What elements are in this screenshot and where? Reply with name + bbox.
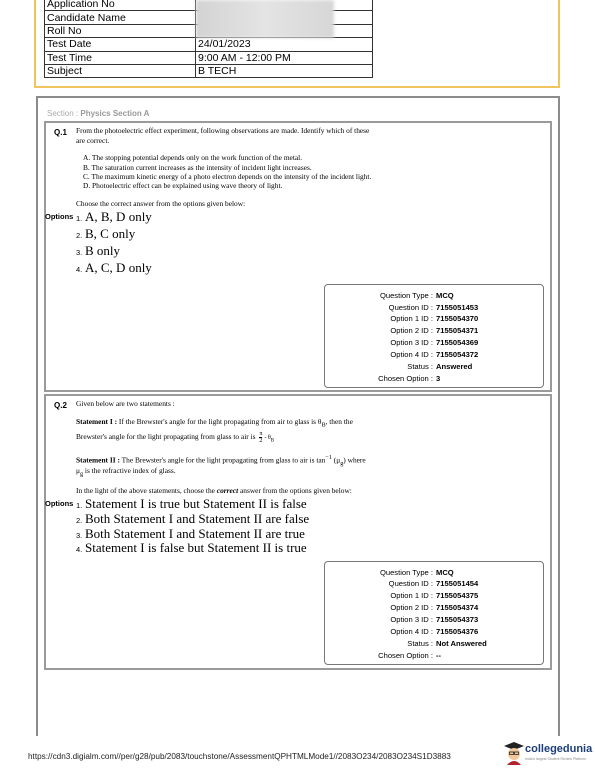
meta-key: Status : xyxy=(407,362,433,371)
option-1 xyxy=(76,496,307,512)
question-number: Q.2 xyxy=(54,401,67,410)
superscript: −1 xyxy=(325,455,332,461)
meta-status xyxy=(325,362,472,371)
option-text: B, C only xyxy=(85,226,136,241)
meta-value: MCQ xyxy=(436,291,454,300)
meta-key: Option 2 ID : xyxy=(390,326,433,335)
subscript: g xyxy=(340,460,344,467)
meta-value: 3 xyxy=(436,374,441,383)
section-prefix: Section : xyxy=(47,109,79,118)
meta-key: Option 1 ID : xyxy=(390,314,433,323)
meta-key: Status : xyxy=(407,639,433,648)
meta-option-2-id xyxy=(325,326,478,335)
choose-instruction: Choose the correct answer from the options given below: xyxy=(76,199,246,208)
statement-text: ) where xyxy=(343,455,366,465)
meta-key: Option 3 ID : xyxy=(390,615,433,624)
statement-a: A. The stopping potential depends only on the work function of the metal. xyxy=(83,153,303,162)
meta-key: Option 1 ID : xyxy=(390,591,433,600)
question-meta-panel xyxy=(324,561,544,665)
instruction-text: In the light of the above statements, choose the xyxy=(76,486,217,495)
fraction-numerator: π xyxy=(259,431,263,437)
statement-text: (μ xyxy=(333,455,341,465)
meta-question-type xyxy=(325,568,454,577)
option-4 xyxy=(76,540,307,556)
option-number: 2. xyxy=(76,231,83,240)
option-2 xyxy=(76,226,135,242)
meta-key: Chosen Option : xyxy=(378,374,433,383)
statement-2-line-2 xyxy=(76,466,176,480)
meta-key: Question Type : xyxy=(379,568,433,577)
table-row xyxy=(45,51,373,64)
statement-text: Brewster's angle for the light propagating from glass to air is xyxy=(76,432,256,442)
fraction-denominator: 2 xyxy=(259,438,263,444)
options-label: Options xyxy=(45,499,74,508)
info-label: Candidate Name xyxy=(45,11,196,24)
section-name: Physics Section A xyxy=(80,109,150,118)
statement-text: - θ xyxy=(264,435,271,442)
meta-option-4-id xyxy=(325,627,478,636)
statement-d: D. Photoelectric effect can be explained using wave theory of light. xyxy=(83,181,283,190)
meta-value: 7155054370 xyxy=(436,314,479,323)
meta-option-1-id xyxy=(325,591,478,600)
meta-key: Question ID : xyxy=(388,303,433,312)
info-label: Test Time xyxy=(45,51,196,64)
option-number: 1. xyxy=(76,214,83,223)
option-number: 3. xyxy=(76,531,83,540)
meta-option-4-id xyxy=(325,350,478,359)
brand-tagline: India's largest Student Review Platform xyxy=(525,757,586,761)
info-value: 24/01/2023 xyxy=(196,38,373,51)
option-text: Both Statement I and Statement II are false xyxy=(85,511,310,526)
meta-key: Option 4 ID : xyxy=(390,350,433,359)
option-text: Both Statement I and Statement II are true xyxy=(85,526,305,541)
subscript: B xyxy=(321,422,326,429)
option-number: 4. xyxy=(76,265,83,274)
meta-value: Answered xyxy=(436,362,473,371)
statement-b: B. The saturation current increases as the intensity of incident light increases. xyxy=(83,163,312,172)
page-url[interactable]: https://cdn3.digialm.com//per/g28/pub/2083/touchstone/AssessmentQPHTMLMode1//2083O234/2083O234S1D3883 xyxy=(28,752,451,761)
meta-option-2-id xyxy=(325,603,478,612)
option-number: 1. xyxy=(76,501,83,510)
meta-status xyxy=(325,639,487,648)
meta-key: Question ID : xyxy=(388,579,433,588)
statement-text: The Brewster's angle for the light propagating from glass to air is tan xyxy=(121,455,326,465)
statement-c: C. The maximum kinetic energy of a photo electron depends on the intensity of the incident light. xyxy=(83,172,372,181)
question-text-line: are correct. xyxy=(76,136,110,145)
subscript: B xyxy=(270,438,275,444)
statement-2-label: Statement II : xyxy=(76,455,120,465)
question-intro: Given below are two statements : xyxy=(76,399,175,408)
meta-key: Chosen Option : xyxy=(378,651,433,660)
meta-value: 7155054372 xyxy=(436,350,479,359)
choose-instruction xyxy=(76,486,352,496)
option-text: A, B, D only xyxy=(85,209,152,224)
meta-value: 7155054374 xyxy=(436,603,479,612)
option-text: Statement I is false but Statement II is true xyxy=(85,540,307,555)
options-label: Options xyxy=(45,212,74,221)
meta-value: 7155054371 xyxy=(436,326,479,335)
option-text: A, C, D only xyxy=(85,260,152,275)
meta-question-type xyxy=(325,291,454,300)
meta-value: 7155054375 xyxy=(436,591,479,600)
option-number: 2. xyxy=(76,516,83,525)
table-row xyxy=(45,64,373,77)
option-1 xyxy=(76,209,152,225)
graduate-mascot-icon xyxy=(503,741,525,765)
collegedunia-logo xyxy=(503,741,593,767)
info-label: Application No xyxy=(45,0,196,11)
statement-1-label: Statement I : xyxy=(76,417,118,426)
question-number: Q.1 xyxy=(54,128,67,137)
statement-1-line-1 xyxy=(76,417,353,431)
question-text-line: From the photoelectric effect experiment, following observations are made. Identify which of these xyxy=(76,126,370,135)
meta-value: 7155054376 xyxy=(436,627,479,636)
meta-key: Option 2 ID : xyxy=(390,603,433,612)
meta-value: -- xyxy=(436,651,442,660)
statement-text: μ xyxy=(76,466,80,475)
statement-1-line-2 xyxy=(76,431,274,446)
meta-option-3-id xyxy=(325,338,478,347)
option-number: 3. xyxy=(76,248,83,257)
statement-text: , then the xyxy=(325,417,353,426)
meta-key: Question Type : xyxy=(379,291,433,300)
section-title xyxy=(47,109,149,118)
meta-option-3-id xyxy=(325,615,478,624)
subscript: g xyxy=(79,471,84,478)
option-text: B only xyxy=(85,243,121,258)
statement-text: If the Brewster's angle for the light propagating from air to glass is θ xyxy=(118,417,322,426)
statement-text: is the refractive index of glass. xyxy=(83,466,176,475)
meta-key: Option 3 ID : xyxy=(390,338,433,347)
meta-value: 7155054369 xyxy=(436,338,479,347)
info-value: 9:00 AM - 12:00 PM xyxy=(196,51,373,64)
meta-question-id xyxy=(325,303,478,312)
fraction xyxy=(259,431,262,444)
option-3 xyxy=(76,243,120,259)
info-label: Roll No xyxy=(45,24,196,37)
meta-value: MCQ xyxy=(436,568,454,577)
meta-option-1-id xyxy=(325,314,478,323)
info-label: Test Date xyxy=(45,38,196,51)
meta-value: 7155054373 xyxy=(436,615,479,624)
meta-value: Not Answered xyxy=(436,639,487,648)
meta-value: 7155051453 xyxy=(436,303,479,312)
instruction-text: answer from the options given below: xyxy=(238,486,352,495)
info-label: Subject xyxy=(45,64,196,77)
option-2 xyxy=(76,511,309,527)
instruction-emphasis: correct xyxy=(216,486,239,495)
option-text: Statement I is true but Statement II is false xyxy=(85,496,307,511)
meta-chosen-option xyxy=(325,651,441,660)
question-meta-panel xyxy=(324,284,544,388)
meta-question-id xyxy=(325,579,478,588)
table-row xyxy=(45,38,373,51)
redacted-area xyxy=(196,0,334,38)
brand-name: collegedunia xyxy=(525,743,593,755)
meta-chosen-option xyxy=(325,374,440,383)
meta-value: 7155051454 xyxy=(436,579,479,588)
option-number: 4. xyxy=(76,545,83,554)
info-value: B TECH xyxy=(196,64,373,77)
meta-key: Option 4 ID : xyxy=(390,627,433,636)
option-4 xyxy=(76,260,152,276)
